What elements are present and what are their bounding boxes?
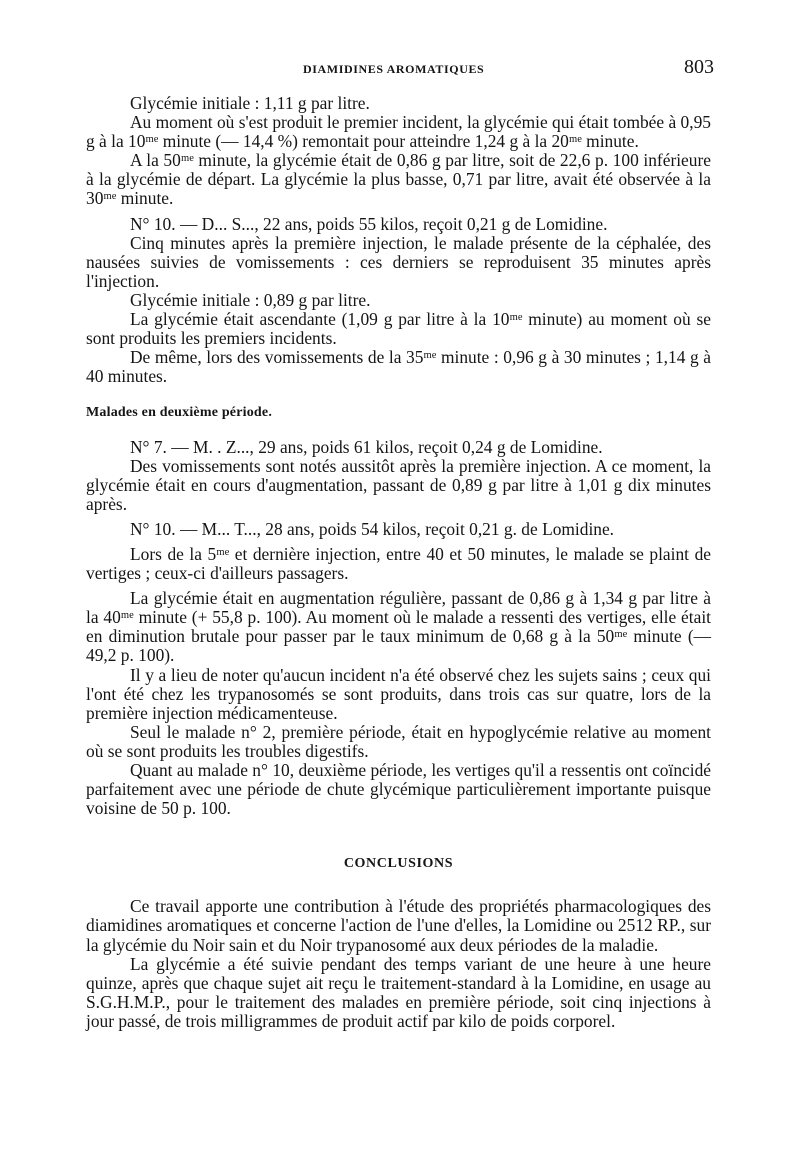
- paragraph: Cinq minutes après la première injection, le malade présente de la céphalée, des nausées suivies de vomissements : ces derniers se reproduisent 35 minutes après l'injection.: [86, 232, 711, 291]
- paragraph: La glycémie était en augmentation régulière, passant de 0,86 g à 1,34 g par litre à la 40ᵐᵉ minute (+ 55,8 p. 100). Au moment où le malade a ressenti des vertiges, elle était en diminution brutale pour passer par le taux minimum de 0,68 g à la 50ᵐᵉ minute (— 49,2 p. 100).: [86, 588, 711, 666]
- paragraph: Des vomissements sont notés aussitôt après la première injection. A ce moment, la glycémie était en cours d'augmentation, passant de 0,89 g par litre à 1,01 g dix minutes après.: [86, 455, 711, 514]
- running-title: DIAMIDINES AROMATIQUES: [303, 62, 485, 76]
- section-heading: Malades en deuxième période.: [86, 405, 273, 421]
- paragraph: Au moment où s'est produit le premier incident, la glycémie qui était tombée à 0,95 g à la 10ᵐᵉ minute (— 14,4 %) remontait pour atteindre 1,24 g à la 20ᵐᵉ minute.: [86, 112, 711, 152]
- case-entry-paragraph: N° 10. — M... T..., 28 ans, poids 54 kilos, reçoit 0,21 g. de Lomidine.: [130, 518, 615, 539]
- paragraph: La glycémie était ascendante (1,09 g par litre à la 10ᵐᵉ minute) au moment où se sont produits les premiers incidents.: [86, 309, 711, 349]
- paragraph: Ce travail apporte une contribution à l'étude des propriétés pharmacologiques des diamidines aromatiques et concerne l'action de l'une d'elles, la Lomidine ou 2512 RP., sur la glycémie du Noir sain et du Noir trypanosomé aux deux périodes de la maladie.: [86, 896, 711, 955]
- paragraph: Lors de la 5ᵐᵉ et dernière injection, entre 40 et 50 minutes, le malade se plaint de vertiges ; ceux-ci d'ailleurs passagers.: [86, 543, 711, 584]
- case-entry-paragraph: N° 7. — M. . Z..., 29 ans, poids 61 kilos, reçoit 0,24 g de Lomidine.: [130, 436, 603, 457]
- paragraph: La glycémie a été suivie pendant des temps variant de une heure à une heure quinze, après que chaque sujet ait reçu le traitement-standard à la Lomidine, en usage au S.G.H.M.P., pour le traitement des malades en première période, soit cinq injections à jour passé, de trois milligrammes de produit actif par kilo de poids corporel.: [86, 953, 711, 1031]
- page-number: 803: [684, 56, 714, 78]
- page-header: [0, 56, 800, 80]
- body-text: [86, 94, 711, 1031]
- paragraph: A la 50ᵐᵉ minute, la glycémie était de 0,86 g par litre, soit de 22,6 p. 100 inférieure à la glycémie de départ. La glycémie la plus basse, 0,71 par litre, avait été observée à la 30ᵐᵉ minute.: [86, 150, 711, 209]
- conclusions-heading: CONCLUSIONS: [343, 856, 454, 872]
- paragraph: Il y a lieu de noter qu'aucun incident n'a été observé chez les sujets sains ; ceux qui l'ont été chez les trypanosomés se sont produits, dans trois cas sur quatre, lors de la première injection médicamenteuse.: [86, 664, 711, 723]
- paragraph: Quant au malade n° 10, deuxième période, les vertiges qu'il a ressentis ont coïncidé parfaitement avec une période de chute glycémique particulièrement importante puisque voisine de 50 p. 100.: [86, 760, 711, 819]
- paragraph: Glycémie initiale : 1,11 g par litre.: [130, 93, 370, 113]
- case-entry-paragraph: N° 10. — D... S..., 22 ans, poids 55 kilos, reçoit 0,21 g de Lomidine.: [130, 213, 608, 234]
- paragraph: De même, lors des vomissements de la 35ᵐᵉ minute : 0,96 g à 30 minutes ; 1,14 g à 40 minutes.: [86, 347, 711, 387]
- paragraph: Seul le malade n° 2, première période, était en hypoglycémie relative au moment où se sont produits les troubles digestifs.: [86, 721, 711, 761]
- paragraph: Glycémie initiale : 0,89 g par litre.: [130, 289, 371, 310]
